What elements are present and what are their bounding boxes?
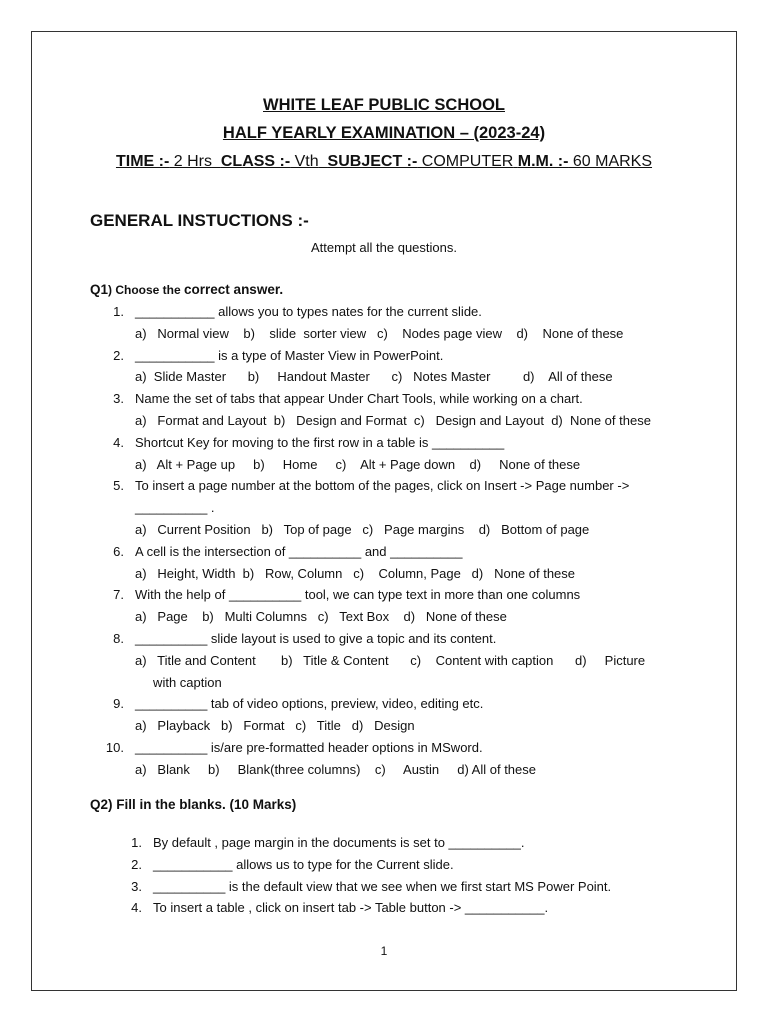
q1-item-number: 9.: [113, 696, 124, 712]
q1-options: a) Blank b) Blank(three columns) c) Austin d) All of these: [135, 761, 536, 777]
time-label: TIME :-: [115, 153, 170, 170]
time-value: 2 Hrs: [169, 153, 212, 170]
page-number: 1: [380, 944, 388, 958]
q1-item-number: 4.: [113, 434, 124, 450]
q1-heading: [90, 282, 283, 297]
q2-item-number: 2.: [131, 856, 142, 872]
q1-question-text: To insert a page number at the bottom of the pages, click on Insert -> Page number ->: [135, 478, 630, 494]
q1-options: with caption: [135, 674, 222, 690]
q2-question-text: __________ is the default view that we see when we first start MS Power Point.: [153, 878, 612, 894]
q1-question-text: With the help of __________ tool, we can type text in more than one columns: [135, 587, 581, 603]
subject-value: COMPUTER: [417, 153, 514, 170]
q2-question-text: By default , page margin in the documents is set to __________.: [153, 835, 525, 850]
q1-question-text: Shortcut Key for moving to the first row in a table is __________: [135, 434, 505, 450]
q1-question-text: __________ is/are pre-formatted header options in MSword.: [135, 740, 483, 755]
q1-heading-rest: correct answer.: [184, 282, 284, 297]
q1-options: a) Current Position b) Top of page c) Page margins d) Bottom of page: [135, 522, 590, 537]
q1-options: a) Page b) Multi Columns c) Text Box d) None of these: [135, 609, 507, 625]
q1-options: a) Format and Layout b) Design and Format c) Design and Layout d) None of these: [135, 413, 651, 428]
instructions-heading: GENERAL INSTUCTIONS :-: [90, 211, 309, 230]
q1-question-text: __________ slide layout is used to give a topic and its content.: [135, 631, 497, 646]
q1-question-text: ___________ is a type of Master View in PowerPoint.: [135, 347, 444, 363]
q1-item-number: 2.: [113, 347, 124, 363]
q1-question-text: A cell is the intersection of __________ and __________: [135, 543, 463, 559]
q1-item-number: 7.: [113, 587, 124, 603]
school-name: WHITE LEAF PUBLIC SCHOOL: [263, 96, 505, 114]
q2-heading: Q2) Fill in the blanks. (10 Marks): [90, 797, 297, 812]
q1-options: a) Playback b) Format c) Title d) Design: [135, 718, 415, 734]
instructions-text: Attempt all the questions.: [311, 240, 457, 255]
class-value: Vth: [290, 153, 319, 170]
q1-item-number: 10.: [105, 740, 124, 755]
class-label: CLASS :-: [220, 153, 291, 170]
q1-item-number: 1.: [113, 304, 124, 319]
q2-question-text: ___________ allows us to type for the Current slide.: [153, 856, 454, 872]
exam-title: HALF YEARLY EXAMINATION – (2023-24): [222, 124, 546, 142]
mm-label: M.M. :-: [517, 153, 569, 170]
q2-item-number: 3.: [131, 878, 142, 894]
q2-item-number: 4.: [131, 900, 142, 916]
q1-options: a) Height, Width b) Row, Column c) Column, Page d) None of these: [135, 565, 576, 581]
q1-options: a) Alt + Page up b) Home c) Alt + Page down d) None of these: [135, 456, 581, 472]
exam-details: [0, 153, 768, 171]
subject-label: SUBJECT :-: [327, 153, 418, 170]
q1-options: a) Slide Master b) Handout Master c) Notes Master d) All of these: [135, 369, 613, 385]
q1-item-number: 5.: [113, 478, 124, 494]
q1-question-text: Name the set of tabs that appear Under Chart Tools, while working on a chart.: [135, 391, 583, 407]
q1-heading-small: ) Choose the: [108, 283, 185, 297]
q1-options: a) Title and Content b) Title & Content c) Content with caption d) Picture: [135, 652, 646, 668]
q1-item-number: 8.: [113, 631, 124, 646]
q1-item-number: 6.: [113, 543, 124, 559]
q1-number: Q1: [90, 282, 109, 297]
q1-question-text: __________ tab of video options, preview, video, editing etc.: [135, 696, 484, 712]
q1-item-number: 3.: [113, 391, 124, 407]
q2-item-number: 1.: [131, 835, 142, 850]
mm-value: 60 MARKS: [568, 153, 653, 170]
q2-question-text: To insert a table , click on insert tab -> Table button -> ___________.: [153, 900, 549, 916]
q1-options: a) Normal view b) slide sorter view c) Nodes page view d) None of these: [135, 325, 624, 341]
q1-question-text: __________ .: [135, 500, 215, 516]
q1-question-text: ___________ allows you to types nates for the current slide.: [135, 304, 482, 319]
